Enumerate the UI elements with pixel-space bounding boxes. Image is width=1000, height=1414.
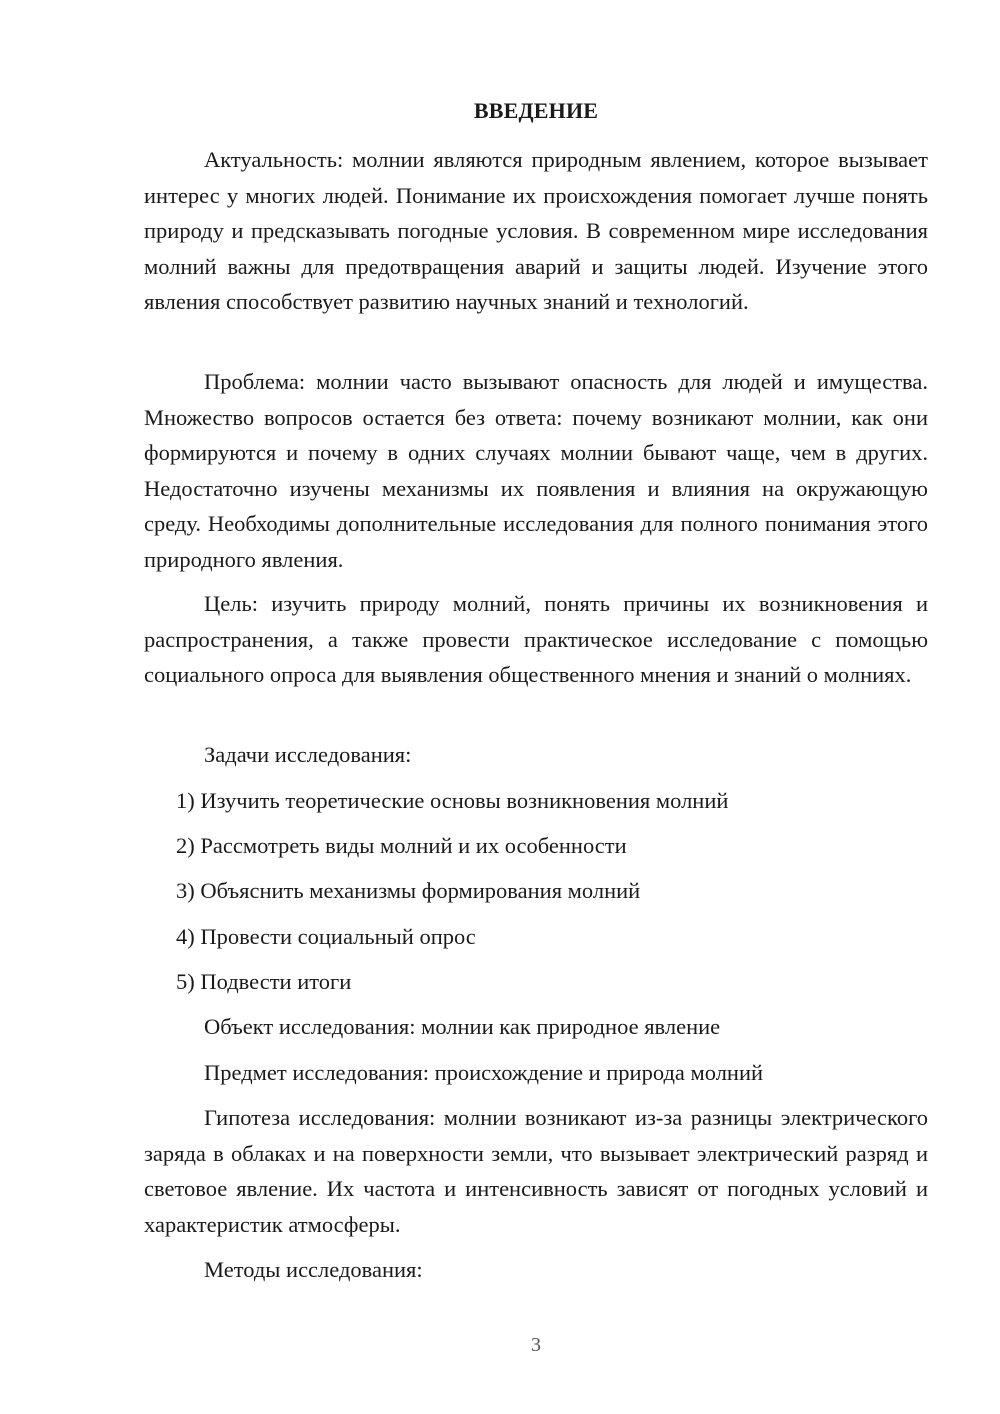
section-title: ВВЕДЕНИЕ (473, 98, 599, 123)
task-1-block (144, 783, 928, 819)
problem-paragraph: Проблема: молнии часто вызывают опасность для людей и имущества. Множество вопросов остается без ответа: почему возникают молнии, как они формируются и почему в одних случаях молнии бывают чаще, чем в других. Недостаточно изучены механизмы их появления и влияния на окружающую среду. Необходимы дополнительные исследования для полного понимания этого природного явления. (144, 369, 928, 572)
relevance-paragraph: Актуальность: молнии являются природным явлением, которое вызывает интерес у многих людей. Понимание их происхождения помогает лучше понять природу и предсказывать погодные условия. В современном мире исследования молний важны для предотвращения аварий и защиты людей. Изучение этого явления способствует развитию научных знаний и технологий. (144, 147, 928, 314)
hypothesis-block (144, 1100, 928, 1242)
hypothesis-paragraph: Гипотеза исследования: молнии возникают из-за разницы электрического заряда в облаках и на поверхности земли, что вызывает электрический разряд и световое явление. Их частота и интенсивность зависят от погодных условий и характеристик атмосферы. (144, 1105, 928, 1237)
task-5-block (144, 964, 928, 1000)
subject-block (144, 1055, 928, 1091)
page-number: 3 (531, 1334, 541, 1356)
task-item: 5) Подвести итоги (176, 969, 352, 994)
task-3-block (144, 873, 928, 909)
task-2-block (144, 828, 928, 864)
task-item: 4) Провести социальный опрос (176, 924, 476, 949)
task-item: 3) Объяснить механизмы формирования молний (176, 878, 641, 903)
methods-heading-block (144, 1252, 928, 1288)
task-item: 1) Изучить теоретические основы возникновения молний (176, 788, 729, 813)
research-object: Объект исследования: молнии как природное явление (204, 1014, 721, 1039)
task-4-block (144, 919, 928, 955)
goal-paragraph: Цель: изучить природу молний, понять причины их возникновения и распространения, а также провести практическое исследование с помощью социального опроса для выявления общественного мнения и знаний о молниях. (144, 591, 928, 687)
tasks-heading-block (144, 737, 928, 773)
research-subject: Предмет исследования: происхождение и природа молний (204, 1060, 764, 1085)
tasks-heading: Задачи исследования: (204, 742, 412, 767)
goal-block (144, 586, 928, 693)
task-item: 2) Рассмотреть виды молний и их особенности (176, 833, 627, 858)
relevance-block (144, 142, 928, 320)
object-block (144, 1009, 928, 1045)
methods-heading: Методы исследования: (204, 1257, 423, 1282)
problem-block (144, 364, 928, 577)
